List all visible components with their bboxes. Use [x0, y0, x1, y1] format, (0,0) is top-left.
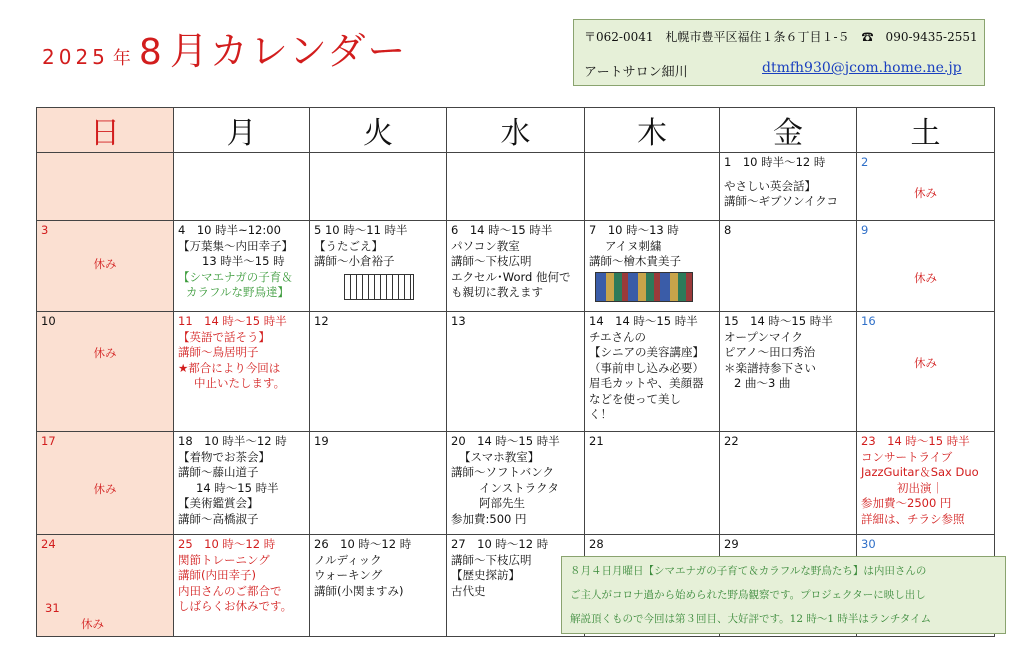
event-line: 阿部先生 [479, 496, 525, 510]
event-line: 詳細は、チラシ参照 [861, 511, 965, 526]
embroidery-image [595, 272, 693, 302]
day-cell [585, 153, 720, 221]
day-number: 19 [314, 434, 329, 448]
weekday-header-row [37, 108, 995, 153]
day-cell-20 [447, 432, 585, 535]
header-sat: 土 [857, 108, 995, 153]
event-line: 13 時半～15 時 [202, 254, 285, 268]
day-cell-23 [857, 432, 995, 535]
event-line: 参加費～2500 円 [861, 496, 952, 510]
week-row [37, 432, 995, 535]
note-line: 解説頂くもので今回は第３回目、大好評です。12 時～1 時半はランチタイム [570, 613, 932, 625]
header-mon: 月 [174, 108, 310, 153]
week-row [37, 221, 995, 312]
event-line: ★都合により今回は [178, 360, 281, 375]
day-number: 7 10 時～13 時 [589, 223, 679, 237]
event-line: JazzGuitar＆Sax Duo [861, 465, 979, 479]
day-cell-3 [37, 221, 174, 312]
day-cell-5 [310, 221, 447, 312]
day-cell-26 [310, 535, 447, 637]
piano-image [344, 274, 414, 300]
day-cell-2 [857, 153, 995, 221]
day-number: 10 [41, 314, 56, 328]
day-number: 15 14 時～15 時半 [724, 314, 833, 328]
day-cell-12 [310, 312, 447, 432]
day-number: 25 10 時～12 時 [178, 537, 276, 551]
event-line: 内田さんのご都合で [178, 583, 282, 598]
day-number: 26 10 時～12 時 [314, 537, 412, 551]
event-line: しばらくお休みです。 [178, 599, 293, 613]
event-line: 講師～小倉裕子 [314, 254, 395, 268]
day-number: 3 [41, 223, 49, 237]
day-cell [174, 153, 310, 221]
event-line: ピアノ～田口秀治 [724, 345, 816, 359]
event-line: オープンマイク [724, 329, 804, 344]
day-number: 24 [41, 537, 56, 551]
day-number: 11 14 時～15 時半 [178, 314, 287, 328]
day-cell-7 [585, 221, 720, 312]
event-line: 講師～高橋淑子 [178, 511, 259, 526]
day-number: 4 10 時半~12:00 [178, 223, 281, 237]
day-cell [447, 153, 585, 221]
day-number: 9 [861, 223, 869, 237]
day-number: 18 10 時半～12 時 [178, 434, 287, 448]
week-row [37, 312, 995, 432]
day-number-31: 31 [45, 601, 60, 615]
event-line: 【英語で話そう】 [178, 329, 270, 344]
event-line: 眉毛カットや、美顔器 [589, 376, 704, 390]
title-label: 月カレンダー [169, 29, 408, 73]
event-line: コンサートライブ [861, 449, 953, 464]
title-year: 2025 [42, 45, 109, 69]
day-cell [37, 153, 174, 221]
event-line: アイヌ刺繍 [605, 238, 662, 253]
day-number: 2 [861, 155, 869, 169]
holiday-label: 休み [81, 617, 104, 631]
day-number: 20 14 時～15 時半 [451, 434, 560, 448]
event-note-box [561, 556, 1006, 634]
day-number: 12 [314, 314, 329, 328]
day-cell-25 [174, 535, 310, 637]
event-line: 初出演｜ [897, 480, 943, 495]
day-number: 1 10 時半～12 時 [724, 155, 826, 169]
event-line: 2 曲～3 曲 [734, 376, 791, 390]
holiday-label: 休み [914, 356, 937, 370]
holiday-label: 休み [93, 346, 117, 360]
day-cell-24-31 [37, 535, 174, 637]
event-line: 14 時～15 時半 [196, 480, 279, 495]
header-sun: 日 [37, 108, 174, 153]
day-cell-19 [310, 432, 447, 535]
title-nen: 年 [112, 48, 131, 69]
day-cell [310, 153, 447, 221]
event-line: 講師～下枝広明 [451, 254, 532, 268]
day-number: 16 [861, 314, 876, 328]
day-cell-6 [447, 221, 585, 312]
day-cell-13 [447, 312, 585, 432]
event-line: 【スマホ教室】 [459, 449, 540, 464]
day-cell-10 [37, 312, 174, 432]
title-month: 8 [138, 32, 162, 73]
event-line: ＊楽譜持参下さい [724, 360, 816, 375]
day-number: 30 [861, 537, 876, 551]
day-cell-1 [720, 153, 857, 221]
holiday-label: 休み [93, 482, 117, 496]
holiday-label: 休み [93, 257, 117, 271]
event-line: 参加費:500 円 [451, 511, 527, 526]
day-number: 8 [724, 223, 732, 237]
day-cell-21 [585, 432, 720, 535]
event-line: 講師～檜木貴美子 [589, 254, 681, 268]
contact-address: 〒062-0041 札幌市豊平区福住１条６丁目１-５ ☎ 090-9435-2551 [584, 30, 978, 44]
event-line: 【歴史探訪】 [451, 568, 520, 582]
day-number: 28 [589, 537, 604, 551]
week-row [37, 153, 995, 221]
day-cell-15 [720, 312, 857, 432]
day-number: 14 14 時～15 時半 [589, 314, 698, 328]
calendar-title [42, 20, 407, 75]
day-number: 29 [724, 537, 739, 551]
day-cell-11 [174, 312, 310, 432]
day-cell-4 [174, 221, 310, 312]
event-line: 講師～下枝広明 [451, 552, 532, 567]
event-line: チエさんの [589, 329, 647, 344]
day-cell-14 [585, 312, 720, 432]
event-line: 講師(内田幸子) [178, 568, 256, 582]
event-line: く！ [589, 407, 612, 421]
day-number: 6 14 時～15 時半 [451, 223, 553, 237]
event-line: ノルディック [314, 552, 382, 567]
event-line: 中止いたします。 [194, 376, 286, 390]
header-wed: 水 [447, 108, 585, 153]
day-cell-22 [720, 432, 857, 535]
contact-box [573, 19, 985, 86]
event-line: 関節トレーニング [178, 552, 270, 567]
holiday-label: 休み [914, 271, 937, 285]
event-line: ウォーキング [314, 568, 383, 582]
event-line: 講師～藤山道子 [178, 465, 259, 479]
day-number: 17 [41, 434, 56, 448]
event-line: 【美術鑑賞会】 [178, 496, 259, 510]
event-line: 古代史 [451, 583, 486, 598]
event-line: エクセル･Word 他何で [451, 269, 571, 284]
event-line: 講師(小関ますみ) [314, 583, 404, 598]
note-line: ８月４日月曜日【シマエナガの子育て＆カラフルな野鳥たち】は内田さんの [570, 565, 927, 577]
event-line: カラフルな野鳥達】 [186, 285, 290, 299]
day-number: 22 [724, 434, 739, 448]
day-cell-16 [857, 312, 995, 432]
event-line: 講師～ギブソンイクコ [724, 194, 838, 208]
day-number: 23 14 時～15 時半 [861, 434, 970, 448]
contact-name: アートサロン細川 [584, 65, 688, 80]
header-fri: 金 [720, 108, 857, 153]
event-line: などを使って美し [589, 391, 681, 406]
contact-email-link[interactable]: dtmfh930@jcom.home.ne.jp [762, 60, 962, 76]
event-line: 【万葉集～内田幸子】 [178, 238, 293, 253]
day-number: 21 [589, 434, 604, 448]
event-line: 講師～ソフトバンク [451, 465, 555, 479]
day-number: 27 10 時～12 時 [451, 537, 549, 551]
header-thu: 木 [585, 108, 720, 153]
note-line: ご主人がコロナ過から始められた野鳥観察です。プロジェクターに映し出し [570, 589, 926, 601]
holiday-label: 休み [914, 186, 937, 200]
day-number: 5 10 時～11 時半 [314, 223, 408, 237]
event-line: パソコン教室 [451, 238, 520, 253]
event-line: 【うたごえ】 [314, 238, 383, 253]
event-line: インストラクタ [479, 480, 559, 495]
event-line: 【シニアの美容講座】 [589, 345, 704, 359]
day-number: 13 [451, 314, 466, 328]
event-line: 【シマエナガの子育＆ [178, 269, 293, 284]
day-cell-8 [720, 221, 857, 312]
day-cell-9 [857, 221, 995, 312]
event-line: やさしい英会話】 [724, 178, 816, 193]
event-line: （事前申し込み必要） [589, 360, 704, 375]
day-cell-17 [37, 432, 174, 535]
event-line: 【着物でお茶会】 [178, 449, 270, 464]
event-line: も親切に教えます [451, 285, 543, 299]
header-tue: 火 [310, 108, 447, 153]
event-line: 講師～鳥居明子 [178, 345, 259, 359]
day-cell-18 [174, 432, 310, 535]
